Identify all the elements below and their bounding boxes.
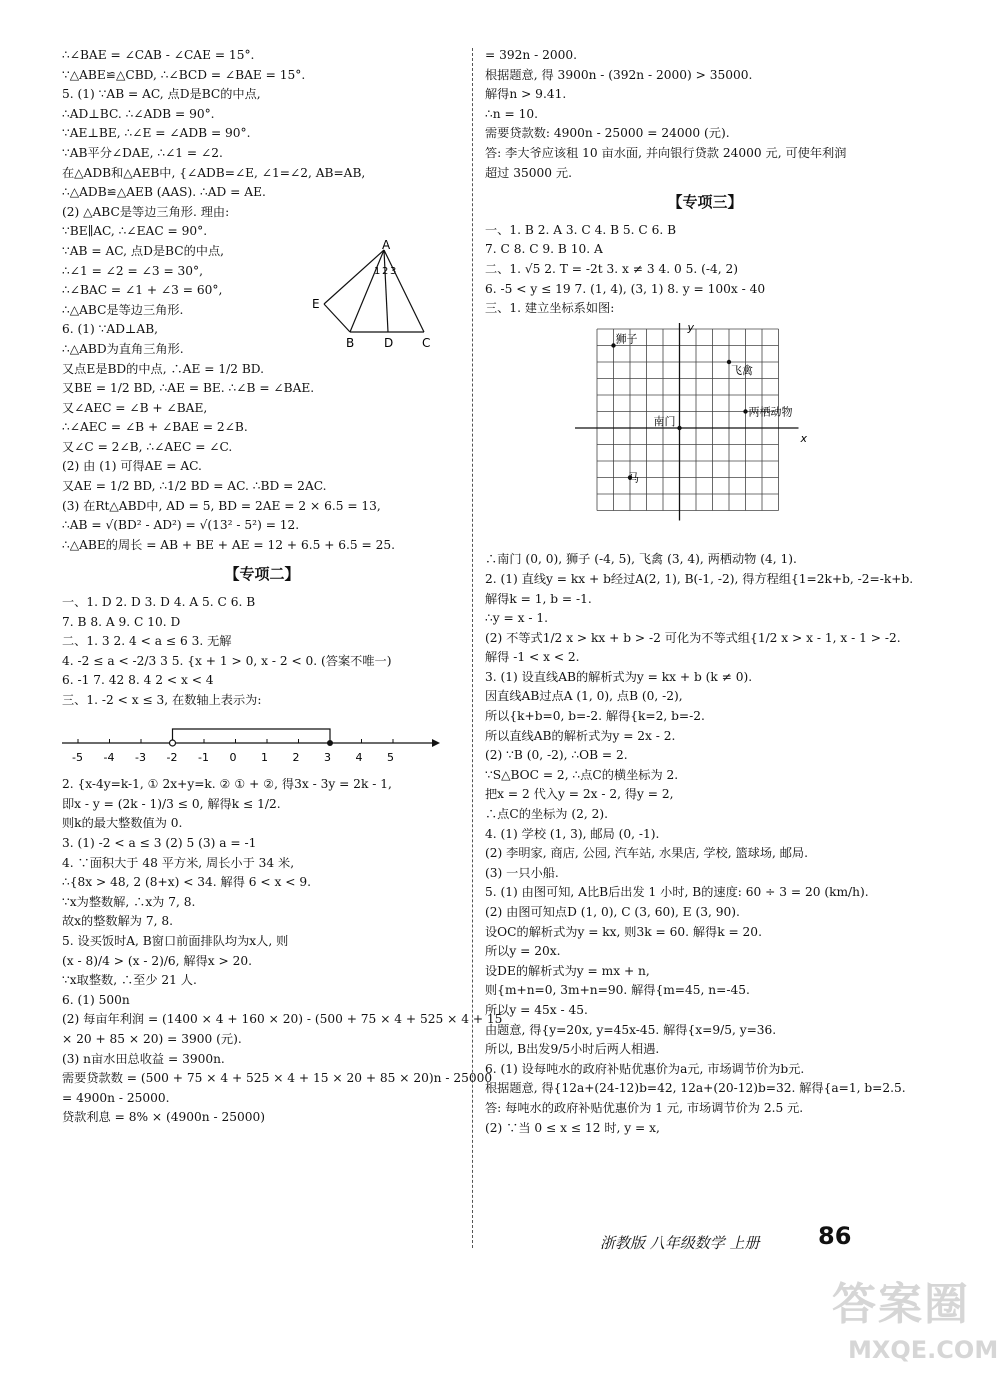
tick-label: 4	[355, 750, 363, 764]
left-column	[62, 46, 503, 1128]
text-line: (2) 由图可知点D (1, 0), C (3, 60), E (3, 90).	[485, 905, 740, 919]
text-line: 把x = 2 代入y = 2x - 2, 得y = 2,	[485, 787, 674, 802]
point-horse-label: 马	[628, 471, 639, 485]
section-title-3: 【专项三】	[667, 193, 743, 212]
text-line: 所以, B出发9/5小时后两人相遇.	[485, 1042, 660, 1057]
watermark-logo: 答案圈	[832, 1279, 970, 1330]
text-line: ∵S△BOC = 2, ∴点C的横坐标为 2.	[485, 767, 679, 782]
text-line: 4. (1) 学校 (1, 3), 邮局 (0, -1).	[485, 826, 660, 841]
label-d: D	[384, 336, 394, 350]
text-line: 即x - y = (2k - 1)/3 ≤ 0, 解得k ≤ 1/2.	[62, 796, 281, 811]
text-line: (2) ∵当 0 ≤ x ≤ 12 时, y = x,	[485, 1120, 660, 1135]
text-line: ∵AB平分∠DAE, ∴∠1 = ∠2.	[62, 145, 223, 160]
point-amphibians-label: 两栖动物	[748, 405, 793, 419]
segment-eb	[324, 304, 350, 332]
text-line: 解得n > 9.41.	[485, 87, 567, 102]
text-line: (2) 不等式1/2 x > kx + b > -2 可化为不等式组{1/2 x > x - 1, x - 1 > -2.	[485, 630, 901, 645]
text-line: 根据题意, 得{12a+(24-12)b=42, 12a+(20-12)b=32. 解得{a=1, b=2.5.	[485, 1081, 906, 1096]
segment-ad	[384, 250, 388, 332]
text-line: 所以y = 45x - 45.	[485, 1002, 588, 1017]
text-line: (3) n亩水田总收益 = 3900n.	[62, 1051, 225, 1066]
text-line: 又AE = 1/2 BD, ∴1/2 BD = AC. ∴BD = 2AC.	[62, 479, 327, 494]
solution-bracket	[173, 729, 331, 743]
label-e: E	[312, 297, 320, 311]
text-line: (2) 由 (1) 可得AE = AC.	[62, 459, 202, 474]
text-line: ∴南门 (0, 0), 狮子 (-4, 5), 飞禽 (3, 4), 两栖动物 (4, 1).	[485, 552, 797, 567]
coordinate-grid-figure	[485, 319, 925, 544]
tick-label: -5	[72, 750, 83, 764]
column-divider	[472, 48, 473, 1248]
text-line: ∵AB = AC, 点D是BC的中点,	[62, 243, 225, 258]
left-lines-b	[62, 593, 462, 711]
text-line: ∴∠AEC = ∠B + ∠BAE = 2∠B.	[62, 420, 248, 435]
right-lines-c	[485, 550, 925, 1138]
angle-label-1: 1	[374, 266, 381, 277]
text-line: 贷款利息 = 8% × (4900n - 25000)	[62, 1110, 266, 1125]
text-line: ∵x为整数解, ∴x为 7, 8.	[62, 894, 196, 909]
point-birds-label: 飞禽	[731, 363, 753, 377]
text-line: ∴AD⊥BC. ∴∠ADB = 90°.	[62, 106, 215, 121]
point-gate-dot	[677, 426, 681, 430]
text-line: ∴点C的坐标为 (2, 2).	[485, 807, 608, 822]
text-line: (2) ∵B (0, -2), ∴OB = 2.	[485, 748, 628, 763]
text-line: 7. B 8. A 9. C 10. D	[62, 614, 181, 629]
text-line: (3) 在Rt△ABD中, AD = 5, BD = 2AE = 2 × 6.5 = 13,	[62, 498, 381, 513]
tick-label: 5	[387, 750, 394, 764]
page-number: 86	[818, 1222, 852, 1250]
text-line: ∴∠BAE = ∠CAB - ∠CAE = 15°.	[62, 48, 255, 62]
text-line: ∴{8x > 48, 2 (8+x) < 34. 解得 6 < x < 9.	[62, 875, 311, 890]
text-line: 2. {x-4y=k-1, ① 2x+y=k. ② ① + ②, 得3x - 3y = 2k - 1,	[62, 777, 392, 792]
text-line: (2) 李明家, 商店, 公园, 汽车站, 水果店, 学校, 篮球场, 邮局.	[485, 846, 808, 861]
label-c: C	[422, 336, 431, 350]
right-lines-b	[485, 221, 925, 319]
right-lines-a	[485, 46, 925, 183]
text-line: 因直线AB过点A (1, 0), 点B (0, -2),	[485, 689, 683, 704]
text-line: 三、1. -2 < x ≤ 3, 在数轴上表示为:	[62, 693, 262, 707]
text-line: ∵BE∥AC, ∴∠EAC = 90°.	[62, 224, 208, 239]
text-line: 所以{k+b=0, b=-2. 解得{k=2, b=-2.	[485, 709, 705, 724]
text-line: ∵x取整数, ∴至少 21 人.	[62, 973, 197, 988]
label-a: A	[382, 240, 391, 252]
text-line: ∴∠1 = ∠2 = ∠3 = 30°,	[62, 263, 204, 278]
text-line: (3) 一只小船.	[485, 865, 559, 880]
text-line: 又∠AEC = ∠B + ∠BAE,	[62, 400, 208, 415]
text-line: 设DE的解析式为y = mx + n,	[485, 963, 650, 978]
text-line: ∴y = x - 1.	[485, 611, 548, 626]
axis-arrow	[432, 739, 440, 747]
text-line: 又点E是BD的中点, ∴AE = 1/2 BD.	[62, 361, 264, 376]
text-line: 需要贷款数: 4900n - 25000 = 24000 (元).	[485, 126, 730, 141]
text-line: 答: 李大爷应该租 10 亩水面, 并向银行贷款 24000 元, 可使年利润	[485, 145, 847, 160]
text-line: 所以y = 20x.	[485, 944, 561, 959]
text-line: 3. (1) 设直线AB的解析式为y = kx + b (k ≠ 0).	[485, 669, 753, 684]
tick-label: 2	[292, 750, 300, 764]
text-line: 6. (1) 500n	[62, 992, 130, 1007]
label-b: B	[346, 336, 355, 350]
text-line: × 20 + 85 × 20) = 3900 (元).	[62, 1031, 242, 1046]
text-line: ∴n = 10.	[485, 106, 538, 121]
left-lines-c	[62, 775, 503, 1128]
text-line: ∵△ABE≌△CBD, ∴∠BCD = ∠BAE = 15°.	[62, 67, 306, 82]
tick-label: 1	[261, 750, 268, 764]
text-line: 又BE = 1/2 BD, ∴AE = BE. ∴∠B = ∠BAE.	[62, 381, 315, 396]
text-line: 5. (1) 由图可知, A比B后出发 1 小时, B的速度: 60 ÷ 3 = 20 (km/h).	[485, 885, 869, 900]
text-line: ∴△ABE的周长 = AB + BE + AE = 12 + 6.5 + 6.5 = 25.	[62, 537, 396, 552]
x-axis-label: x	[800, 431, 808, 445]
closed-endpoint	[327, 740, 333, 746]
text-line: 解得k = 1, b = -1.	[485, 591, 592, 606]
open-endpoint	[170, 740, 176, 746]
angle-label-2: 2	[382, 266, 389, 277]
text-line: 5. 设买饭时A, B窗口前面排队均为x人, 则	[62, 933, 289, 948]
text-line: = 392n - 2000.	[485, 48, 577, 62]
text-line: 由题意, 得{y=20x, y=45x-45. 解得{x=9/5, y=36.	[485, 1022, 777, 1037]
text-line: 三、1. 建立坐标系如图:	[485, 301, 615, 316]
text-line: 6. (1) ∵AD⊥AB,	[62, 322, 159, 337]
text-line: ∴∠BAC = ∠1 + ∠3 = 60°,	[62, 283, 223, 298]
tick-label: 0	[229, 750, 237, 764]
text-line: (2) △ABC是等边三角形. 理由:	[62, 204, 230, 219]
text-line: 在△ADB和△AEB中, {∠ADB=∠E, ∠1=∠2, AB=AB,	[62, 165, 366, 180]
text-line: 6. -5 < y ≤ 19 7. (1, 4), (3, 1) 8. y = 100x - 40	[485, 281, 766, 296]
footer-text: 浙教版 八年级数学 上册	[600, 1234, 760, 1252]
text-line: 设OC的解析式为y = kx, 则3k = 60. 解得k = 20.	[485, 924, 762, 939]
text-line: ∴AB = √(BD² - AD²) = √(13² - 5²) = 12.	[62, 518, 300, 533]
number-line-figure	[62, 711, 442, 769]
right-column	[485, 46, 925, 1138]
tick-label: 3	[324, 750, 331, 764]
text-line: ∵AE⊥BE, ∴∠E = ∠ADB = 90°.	[62, 126, 251, 141]
text-line: (2) 每亩年利润 = (1400 × 4 + 160 × 20) - (500 + 75 × 4 + 525 × 4 + 15	[62, 1012, 503, 1027]
text-line: 6. (1) 设每吨水的政府补贴优惠价为a元, 市场调节价为b元.	[485, 1061, 805, 1076]
side-ab	[350, 250, 384, 332]
text-line: ∴△ABD为直角三角形.	[62, 341, 184, 356]
text-line: 需要贷款数 = (500 + 75 × 4 + 525 × 4 + 15 × 20 + 85 × 20)n - 25000	[62, 1071, 493, 1086]
watermark-url: MXQE.COM	[848, 1336, 999, 1364]
y-axis-label: y	[687, 320, 695, 334]
text-line: 7. C 8. C 9. B 10. A	[485, 242, 603, 257]
tick-label: -2	[166, 750, 178, 764]
text-line: 超过 35000 元.	[485, 165, 572, 180]
text-line: 解得 -1 < x < 2.	[485, 650, 580, 665]
section-title-2: 【专项二】	[224, 565, 300, 584]
tick-label: -4	[103, 750, 115, 764]
text-line: 一、1. D 2. D 3. D 4. A 5. C 6. B	[62, 595, 256, 610]
angle-label-3: 3	[390, 266, 397, 277]
text-line: 故x的整数解为 7, 8.	[62, 914, 174, 929]
side-ac	[384, 250, 424, 332]
text-line: 二、1. √5 2. T = -2t 3. x ≠ 3 4. 0 5. (-4, 2)	[485, 261, 738, 276]
text-line: 2. (1) 直线y = kx + b经过A(2, 1), B(-1, -2), 得方程组{1=2k+b, -2=-k+b.	[485, 571, 914, 586]
triangle-figure	[310, 240, 440, 352]
text-line: 6. -1 7. 42 8. 4 2 < x < 4	[62, 673, 214, 688]
text-line: 则k的最大整数值为 0.	[62, 816, 183, 831]
text-line: ∴△ABC是等边三角形.	[62, 302, 184, 317]
text-line: 一、1. B 2. A 3. C 4. B 5. C 6. B	[485, 222, 677, 237]
text-line: 又∠C = 2∠B, ∴∠AEC = ∠C.	[62, 439, 233, 454]
text-line: 4. -2 ≤ a < -2/3 3 5. {x + 1 > 0, x - 2 < 0. (答案不唯一)	[62, 653, 392, 668]
text-line: 所以直线AB的解析式为y = 2x - 2.	[485, 728, 676, 743]
point-gate-label: 南门	[653, 414, 676, 428]
text-line: 则{m+n=0, 3m+n=90. 解得{m=45, n=-45.	[485, 983, 750, 998]
segment-ae	[324, 250, 384, 304]
text-line: 根据题意, 得 3900n - (392n - 2000) > 35000.	[485, 67, 753, 82]
text-line: 4. ∵面积大于 48 平方米, 周长小于 34 米,	[62, 855, 295, 870]
text-line: (x - 8)/4 > (x - 2)/6, 解得x > 20.	[62, 953, 253, 968]
text-line: 3. (1) -2 < a ≤ 3 (2) 5 (3) a = -1	[62, 835, 257, 850]
text-line: ∴△ADB≌△AEB (AAS). ∴AD = AE.	[62, 185, 266, 200]
text-line: = 4900n - 25000.	[62, 1090, 170, 1105]
point-lion-label: 狮子	[615, 332, 638, 346]
point-amphibians-dot	[743, 409, 747, 413]
tick-label: -3	[135, 750, 146, 764]
tick-label: -1	[198, 750, 209, 764]
text-line: 5. (1) ∵AB = AC, 点D是BC的中点,	[62, 87, 261, 102]
text-line: 答: 每吨水的政府补贴优惠价为 1 元, 市场调节价为 2.5 元.	[485, 1100, 804, 1115]
text-line: 二、1. 3 2. 4 < a ≤ 6 3. 无解	[62, 634, 232, 649]
